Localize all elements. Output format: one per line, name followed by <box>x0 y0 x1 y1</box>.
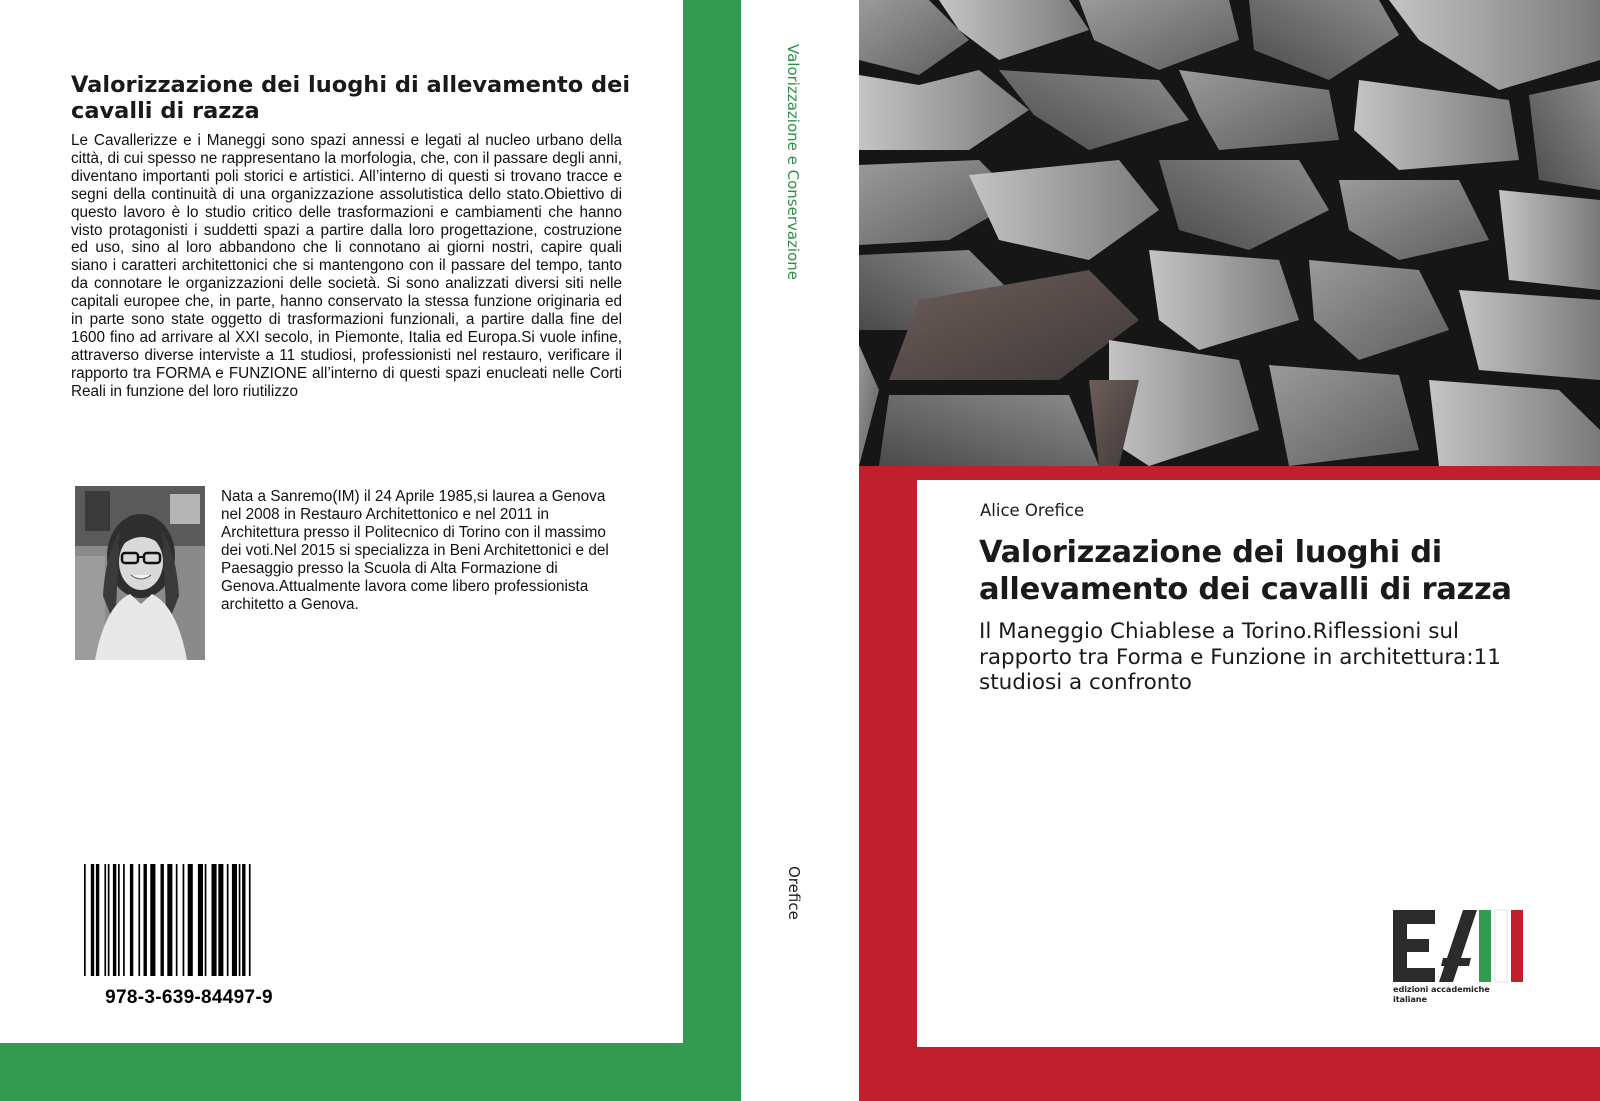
cover-slate-image <box>859 0 1600 466</box>
green-band-bottom <box>0 1043 741 1101</box>
spine-title: Valorizzazione e Conservazione <box>784 44 802 281</box>
author-bio: Nata a Sanremo(IM) il 24 Aprile 1985,si laurea a Genova nel 2008 in Restauro Architettonico e nel 2011 in Architettura presso il Politecnico di Torino con il massimo dei voti.Nel 2015 si specializza in Beni Architettonici e del Paesaggio presso la Scuola di Alta Formazione di Genova.Attualmente lavora come libero professionista architetto a Genova. <box>221 488 609 613</box>
barcode-bar <box>138 864 140 976</box>
red-band-bottom <box>859 1047 1600 1101</box>
back-cover <box>0 0 683 1043</box>
barcode-bar <box>239 864 241 976</box>
front-title: Valorizzazione dei luoghi di allevamento dei cavalli di razza <box>979 535 1512 607</box>
barcode-bar <box>104 864 106 976</box>
barcode-bar <box>227 864 229 976</box>
front-subtitle: Il Maneggio Chiablese a Torino.Riflessioni sul rapporto tra Forma e Funzione in architettura:11 studiosi a confronto <box>979 619 1501 695</box>
barcode <box>84 864 294 976</box>
barcode-bar <box>188 864 193 976</box>
back-cover-title: Valorizzazione dei luoghi di allevamento dei cavalli di razza <box>71 72 631 124</box>
barcode-bar <box>108 864 110 976</box>
barcode-bar <box>167 864 172 976</box>
green-band-right <box>683 0 741 1101</box>
barcode-bar <box>183 864 185 976</box>
barcode-bar <box>242 864 245 976</box>
barcode-bar <box>123 864 125 976</box>
barcode-bar <box>130 864 133 976</box>
barcode-bar <box>118 864 120 976</box>
barcode-bar <box>176 864 178 976</box>
front-author: Alice Orefice <box>980 501 1085 520</box>
barcode-bar <box>205 864 207 976</box>
publisher-logo <box>1393 906 1523 986</box>
barcode-bar <box>84 864 86 976</box>
barcode-bar <box>161 864 164 976</box>
publisher-name: edizioni accademiche italiane <box>1393 984 1490 1004</box>
barcode-bar <box>150 864 155 976</box>
spine-author: Orefice <box>785 866 803 920</box>
spine <box>741 0 859 1101</box>
barcode-bar <box>113 864 116 976</box>
barcode-bar <box>198 864 203 976</box>
barcode-bar <box>91 864 94 976</box>
barcode-bar <box>218 864 223 976</box>
barcode-bar <box>232 864 237 976</box>
barcode-bar <box>144 864 147 976</box>
back-cover-blurb: Le Cavallerizze e i Maneggi sono spazi annessi e legati al nucleo urbano della città, di cui spesso ne rappresentano la morfologia, che, con il passare degli anni, diventano importanti poli storici e artistici. All’interno di questi si trovano tracce e segni della continuità di una organizzazione assolutistica dello stato.Obiettivo di questo lavoro è lo studio critico delle trasformazioni e cambiamenti che hanno visto protagonisti i suddetti spazi a partire dalla loro progettazione, costruzione ed uso, sino al loro abbandono che li connotano ai giorni nostri, capire quali siano i caratteri architettonici che si mantengono con il passare del tempo, tanto da connotare le organizzazioni delle società. Si sono analizzati diversi siti nelle capitali europee che, in parte, hanno conservato la stessa funzione originaria ed in parte sono state oggetto di trasformazioni funzionali, a partire dalla fine del 1600 fino ad arrivare al XXI secolo, in Piemonte, Italia ed Europa.Si vuole infine, attraverso diverse interviste a 11 studiosi, professionisti nel restauro, verificare il rapporto tra FORMA e FUNZIONE all’interno di questi spazi enucleati nelle Corti Reali in funzione del loro riutilizzo <box>71 132 623 400</box>
barcode-bar <box>249 864 251 976</box>
red-band-top <box>859 466 1600 480</box>
barcode-bar <box>96 864 99 976</box>
author-photo <box>75 486 205 660</box>
isbn: 978-3-639-84497-9 <box>105 987 273 1008</box>
barcode-bar <box>212 864 217 976</box>
